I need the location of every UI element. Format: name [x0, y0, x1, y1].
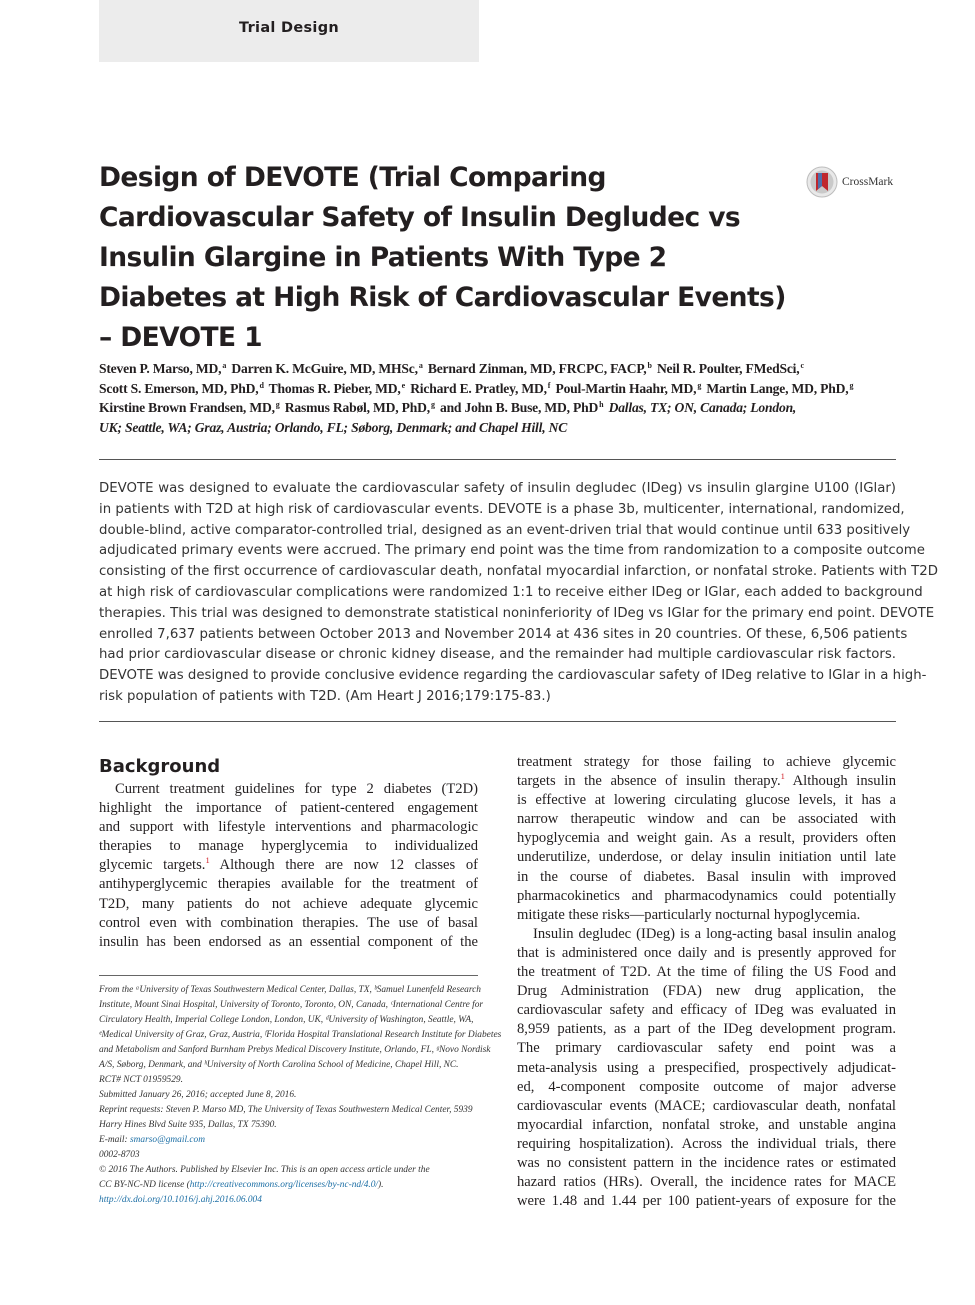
author-locations: Dallas, TX; ON, Canada; London,: [608, 400, 797, 415]
title-line: Diabetes at High Risk of Cardiovascular Events): [99, 282, 786, 313]
title-line: Insulin Glargine in Patients With Type 2: [99, 242, 667, 273]
footnote-line: From the ᵃUniversity of Texas Southwestern Medical Center, Dallas, TX, ᵇSamuel Lunenfeld Research: [99, 985, 481, 995]
body-line: targets in the absence of insulin therapy.$^1$ Although insulin: [517, 771, 897, 790]
title-line: Cardiovascular Safety of Insulin Degludec vs: [99, 202, 741, 233]
abstract-line: DEVOTE was designed to evaluate the cardiovascular safety of insulin degludec (IDeg) vs insulin glargine U100 (IGlar): [99, 481, 896, 496]
email-line: E-mail: smarso@gmail.com: [99, 1135, 206, 1145]
footnote-line: A/S, Søborg, Denmark, and ʰUniversity of North Carolina School of Medicine, Chapel Hill, NC.: [99, 1060, 459, 1070]
body-line: T2D, many patients do not achieve adequate glycemic: [99, 895, 478, 912]
body-line: the treatment of T2D. At the time of filing the US Food and: [517, 964, 896, 981]
author-list: [99, 359, 899, 437]
footnote-line: Circulatory Health, Imperial College London, London, UK, ᵈUniversity of Washington, Seattle, WA,: [99, 1015, 474, 1025]
body-line: requiring hospitalization). Across the individual trials, there: [517, 1135, 896, 1152]
body-line: 8,959 patients, as a part of the IDeg development program.: [517, 1021, 896, 1038]
title-line: – DEVOTE 1: [99, 322, 262, 353]
abstract-line: DEVOTE was designed to provide conclusive evidence regarding the cardiovascular safety of IDeg relative to IGlar in a high-: [99, 668, 927, 684]
body-line: cardiovascular events (MACE; cardiovascular death, nonfatal: [517, 1097, 896, 1114]
body-line: meta-analysis using a prespecified, prospectively adjudicat-: [517, 1059, 896, 1076]
body-line: that is administered once daily and is presently approved for: [517, 944, 896, 961]
license-link[interactable]: http://creativecommons.org/licenses/by-nc-nd/4.0/: [189, 1180, 379, 1190]
reprint-requests: Reprint requests: Steven P. Marso MD, The University of Texas Southwestern Medical Center, 5939: [99, 1105, 473, 1115]
body-line: in the course of diabetes. Basal insulin with improved: [517, 868, 896, 885]
title-line: Design of DEVOTE (Trial Comparing: [99, 162, 606, 193]
abstract-line: double-blind, active comparator-controlled trial, designed as an event-driven trial that would continue until 633 positively: [99, 522, 911, 538]
crossmark-icon: [806, 166, 838, 198]
footnote-line: ᵉMedical University of Graz, Graz, Austria, ᶠFlorida Hospital Translational Research Institute for Diabetes: [99, 1030, 502, 1040]
crossmark-badge[interactable]: [806, 165, 906, 199]
body-line: underutilize, underdose, or delay insulin initiation until late: [517, 849, 896, 866]
citation-ref[interactable]: 1: [205, 855, 210, 866]
abstract-line: at high risk of cardiovascular complications were randomized 1:1 to receive either IDeg or IGlar, each added to background: [99, 584, 923, 600]
body-line: highlight the importance of patient-centered engagement: [99, 800, 478, 817]
submission-dates: Submitted January 26, 2016; accepted June 8, 2016.: [99, 1090, 297, 1100]
body-line: Insulin degludec (IDeg) is a long-acting basal insulin analog: [533, 925, 896, 942]
body-line: control even with combination therapies. The use of basal: [99, 914, 478, 931]
body-column-left: [99, 780, 478, 952]
author-line: Steven P. Marso, MD,$^a$ Darren K. McGuire, MD, MHSc,$^a$ Bernard Zinman, MD, FRCPC, FACP,$^b$ Neil R. Poulter, FMedSci,$^c$: [99, 361, 804, 376]
body-line: antihyperglycemic therapies available for the treatment of: [99, 876, 478, 893]
footnote-line: and Metabolism and Sanford Burnham Prebys Medical Discovery Institute, Orlando, FL, ᵍNovo Nordisk: [99, 1045, 491, 1055]
email-link[interactable]: smarso@gmail.com: [129, 1135, 206, 1145]
body-column-right: [517, 753, 896, 1211]
reprint-address: Harry Hines Blvd Suite 935, Dallas, TX 75390.: [99, 1120, 277, 1130]
body-line: is effective at lowering circulating glucose levels, it has a: [517, 792, 896, 809]
abstract-top-rule: [99, 459, 896, 460]
doi-link[interactable]: http://dx.doi.org/10.1016/j.ahj.2016.06.004: [99, 1195, 262, 1205]
author-line: [99, 418, 899, 438]
citation-ref[interactable]: 1: [780, 771, 785, 782]
abstract-line: risk population of patients with T2D. (Am Heart J 2016;179:175-83.): [99, 688, 551, 704]
body-line: myocardial infarction, nonfatal stroke, and unstable angina: [517, 1116, 896, 1133]
author-line: Kirstine Brown Frandsen, MD,$^g$ Rasmus Rabøl, MD, PhD,$^g$ and John B. Buse, MD, PhD$^h$ Dallas, TX; ON, Canada; London,: [99, 400, 797, 415]
abstract-line: therapies. This trial was designed to demonstrate statistical noninferiority of IDeg vs IGlar for the primary end point. DEVOTE: [99, 605, 935, 621]
abstract-bottom-rule: [99, 721, 896, 722]
crossmark-label: CrossMark: [842, 176, 894, 188]
body-line: hypoglycemia and weight gain. As a result, providers often: [517, 830, 896, 847]
abstract-line: enrolled 7,637 patients between October 2013 and November 2014 at 436 sites in 20 countries. Of these, 6,506 patients: [99, 626, 908, 642]
license-line: © 2016 The Authors. Published by Elsevier Inc. This is an open access article under the: [99, 1165, 430, 1175]
author-line: Scott S. Emerson, MD, PhD,$^d$ Thomas R. Pieber, MD,$^e$ Richard E. Pratley, MD,$^f$ Poul-Martin Haahr, MD,$^g$ Martin Lange, MD, PhD,$^g$: [99, 380, 854, 396]
footnote-line: Institute, Mount Sinai Hospital, University of Toronto, Toronto, ON, Canada, ᶜInternational Centre for: [99, 1000, 484, 1010]
body-line: narrow therapeutic window and can be associated with: [517, 811, 896, 828]
footnote-rule: [99, 975, 478, 976]
author-locations: UK; Seattle, WA; Graz, Austria; Orlando, FL; Søborg, Denmark; and Chapel Hill, NC: [99, 419, 568, 435]
body-line: The primary cardiovascular safety end point was a: [517, 1040, 896, 1057]
body-line: Current treatment guidelines for type 2 diabetes (T2D): [115, 781, 478, 797]
abstract-line: in patients with T2D at high risk of cardiovascular events. DEVOTE is a phase 3b, multicenter, international, randomized,: [99, 501, 905, 517]
body-line: ed, 4-component composite outcome of major adverse: [517, 1078, 896, 1095]
abstract-line: adjudicated primary events were accrued. The primary end point was the time from randomization to a composite outcome: [99, 543, 925, 559]
body-line: was no consistent pattern in the incidence rates or estimated: [517, 1154, 896, 1171]
body-line: treatment strategy for those failing to achieve glycemic: [517, 754, 896, 770]
body-line: mitigate these risks—particularly nocturnal hypoglycemia.: [517, 906, 861, 923]
body-line: therapies to manage hyperglycemia to individualized: [99, 838, 478, 855]
license-line: CC BY-NC-ND license (http://creativecommons.org/licenses/by-nc-nd/4.0/).: [99, 1180, 384, 1190]
abstract-line: had prior cardiovascular disease or chronic kidney disease, and the remainder had multiple cardiovascular risk factors.: [99, 647, 896, 663]
footnotes: [99, 983, 502, 1208]
article-title: [99, 158, 789, 358]
body-line: cardiovascular safety and efficacy of IDeg was evaluated in: [517, 1002, 896, 1019]
abstract-line: consisting of the first occurrence of cardiovascular death, nonfatal myocardial infarction, or nonfatal stroke. Patients with T2D: [99, 564, 939, 580]
body-line: Drug Administration (FDA) new drug application, the: [517, 983, 896, 1000]
body-line: hazard ratios (HRs). Overall, the incidence rates for MACE: [517, 1174, 896, 1191]
trial-registration: RCT# NCT 01959529.: [99, 1075, 183, 1085]
body-line: and support with lifestyle interventions and pharmacologic: [99, 819, 478, 836]
body-line: glycemic targets.$^1$ Although there are now 12 classes of: [99, 855, 478, 874]
issn: 0002-8703: [99, 1150, 140, 1160]
abstract: [99, 479, 939, 708]
section-label-tab: [99, 0, 479, 62]
body-line: were 1.48 and 1.44 per 100 patient-years of exposure for the: [517, 1193, 896, 1210]
section-label: Trial Design: [239, 20, 339, 36]
background-heading: Background: [99, 756, 221, 777]
body-line: pharmacokinetics and pharmacodynamics could potentially: [517, 887, 896, 904]
body-line: insulin has been endorsed as an essential component of the: [99, 933, 478, 950]
